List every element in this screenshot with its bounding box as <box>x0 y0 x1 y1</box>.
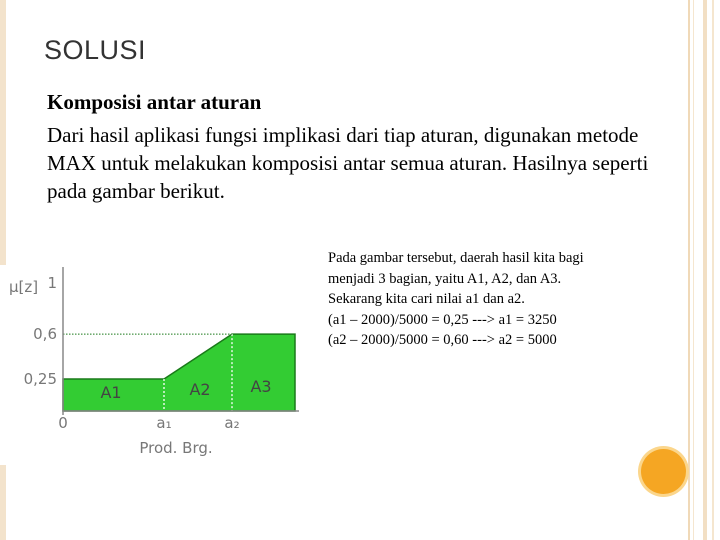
region-label: A1 <box>100 383 122 402</box>
section-subheading: Komposisi antar aturan <box>47 90 262 114</box>
left-border-decoration-lower <box>0 465 6 540</box>
region-label: A3 <box>250 377 272 396</box>
region-label: A2 <box>189 380 211 399</box>
x-tick-label: 0 <box>58 414 68 432</box>
y-axis-label: μ[z] <box>9 278 39 296</box>
explanation-line: Sekarang kita cari nilai a1 dan a2. <box>328 291 525 307</box>
right-border-stripe <box>693 0 694 540</box>
decorative-orange-circle <box>641 449 686 494</box>
right-border-stripe <box>703 0 707 540</box>
slide-title: SOLUSI <box>44 35 147 65</box>
explanation-line: Pada gambar tersebut, daerah hasil kita bagi <box>328 250 584 266</box>
explanation-line: (a1 – 2000)/5000 = 0,25 ---> a1 = 3250 <box>328 311 557 328</box>
x-axis-label: Prod. Brg. <box>139 439 213 457</box>
x-tick-label: a₂ <box>224 414 240 432</box>
x-tick-label: a₁ <box>156 414 172 432</box>
explanation-line: menjadi 3 bagian, yaitu A1, A2, dan A3. <box>328 270 562 287</box>
y-tick-label: 0,25 <box>23 369 57 388</box>
explanation-text <box>328 248 673 351</box>
y-tick-label: 0,6 <box>33 325 57 344</box>
y-tick-label: 1 <box>47 273 57 292</box>
body-paragraph: Dari hasil aplikasi fungsi implikasi dari tiap aturan, digunakan metode MAX untuk melakukan komposisi antar semua aturan. Hasilnya seperti pada gambar berikut. <box>47 123 649 203</box>
right-border-stripe <box>712 0 714 540</box>
left-border-decoration <box>0 0 6 265</box>
membership-chart <box>6 265 312 465</box>
explanation-line: (a2 – 2000)/5000 = 0,60 ---> a2 = 5000 <box>328 332 557 348</box>
right-border-stripe <box>688 0 690 540</box>
